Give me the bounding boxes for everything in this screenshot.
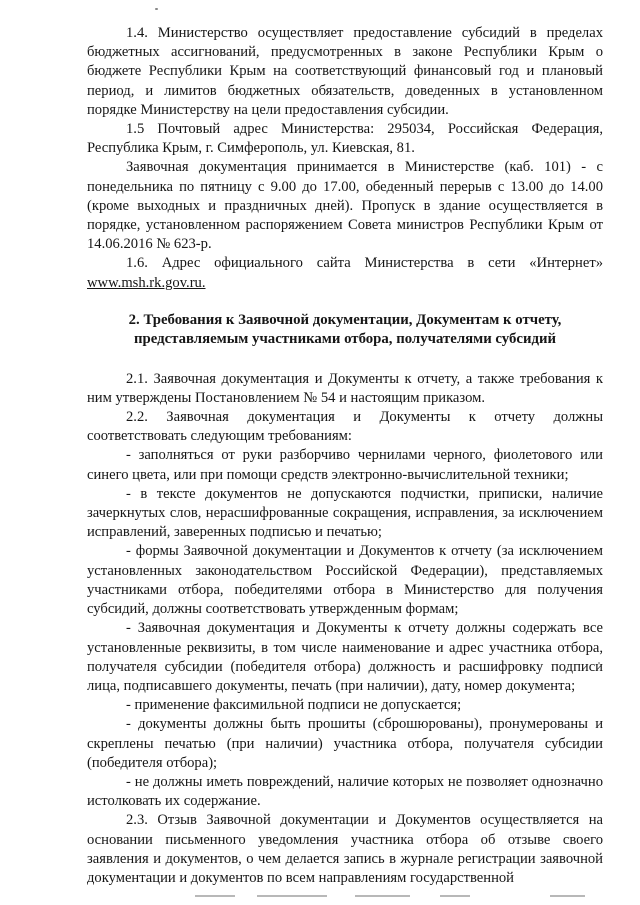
section-2-heading-line1: 2. Требования к Заявочной документации, Документам к отчету,	[128, 311, 562, 328]
scan-speck	[155, 8, 158, 10]
requirement-item: - Заявочная документация и Документы к отчету должны содержать все установленные реквизиты, в том числе наименование и адрес участника отбора, получателя субсидии (победителя отбора) должность и расшифровку подписи лица, подписавшего документы, печать (при наличии), дату, номер документа;	[87, 620, 603, 694]
requirement-item: - формы Заявочной документации и Документов к отчету (за исключением установленных законодательством Российской Федерации), представляемых участниками отбора, победителями отбора в Министерство для получения субсидий, должны соответствовать утвержденным формам;	[87, 543, 603, 618]
requirement-item: - документы должны быть прошиты (сброшюрованы), пронумерованы и скреплены печатью (при наличии) участника отбора, получателя субсидии (победителя отбора);	[87, 716, 603, 771]
paragraph-1-6-text: 1.6. Адрес официального сайта Министерства в сети «Интернет»	[126, 255, 603, 272]
section-2-heading-line2: представляемым участниками отбора, получателями субсидий	[133, 331, 557, 348]
paragraph-2-2: 2.2. Заявочная документация и Документы к отчету должны соответствовать следующим требованиям:	[87, 409, 603, 445]
requirement-item: - заполняться от руки разборчиво чернилами черного, фиолетового или синего цвета, или при помощи средств электронно-вычислительной техники;	[87, 447, 603, 483]
paragraph-reception: Заявочная документация принимается в Министерстве (каб. 101) - с понедельника по пятницу с 9.00 до 17.00, обеденный перерыв с 13.00 до 14.00 (кроме выходных и праздничных дней). Пропуск в здание осуществляется в порядке, установленном распоряжением Совета министров Республики Крым от 14.06.2016 № 623-р.	[87, 159, 603, 253]
cut-off-next-line	[195, 893, 585, 899]
paragraph-2-1: 2.1. Заявочная документация и Документы к отчету, а также требования к ним утверждены Постановлением № 54 и настоящим приказом.	[87, 370, 603, 406]
requirement-item: - не должны иметь повреждений, наличие которых не позволяет однозначно истолковать их содержание.	[87, 773, 603, 810]
requirement-item: - применение факсимильной подписи не допускается;	[126, 697, 462, 714]
document-page	[87, 24, 603, 888]
paragraph-2-3: 2.3. Отзыв Заявочной документации и Документов осуществляется на основании письменного уведомления участника отбора об отзыве своего заявления и документов, о чем делается запись в журнале регистрации заявочной документации и документов по всем направлениям государственной	[87, 812, 603, 886]
requirement-item: - в тексте документов не допускаются подчистки, приписки, наличие зачеркнутых слов, нерасшифрованные сокращения, исправления, за исключением исправлений, заверенных подписью и печатью;	[87, 485, 603, 541]
website-link[interactable]: www.msh.rk.gov.ru.	[87, 274, 206, 291]
paragraph-1-6	[87, 254, 603, 292]
section-2-heading	[87, 311, 603, 350]
paragraph-1-4: 1.4. Министерство осуществляет предоставление субсидий в пределах бюджетных ассигнований, предусмотренных в законе Республики Крым о бюджете Республики Крым на соответствующий финансовый год и плановый период, и лимитов бюджетных обязательств, доведенных в установленном порядке Министерству на цели предоставления субсидии.	[87, 25, 603, 118]
paragraph-1-5: 1.5 Почтовый адрес Министерства: 295034, Российская Федерация, Республика Крым, г. Симферополь, ул. Киевская, 81.	[87, 121, 603, 157]
